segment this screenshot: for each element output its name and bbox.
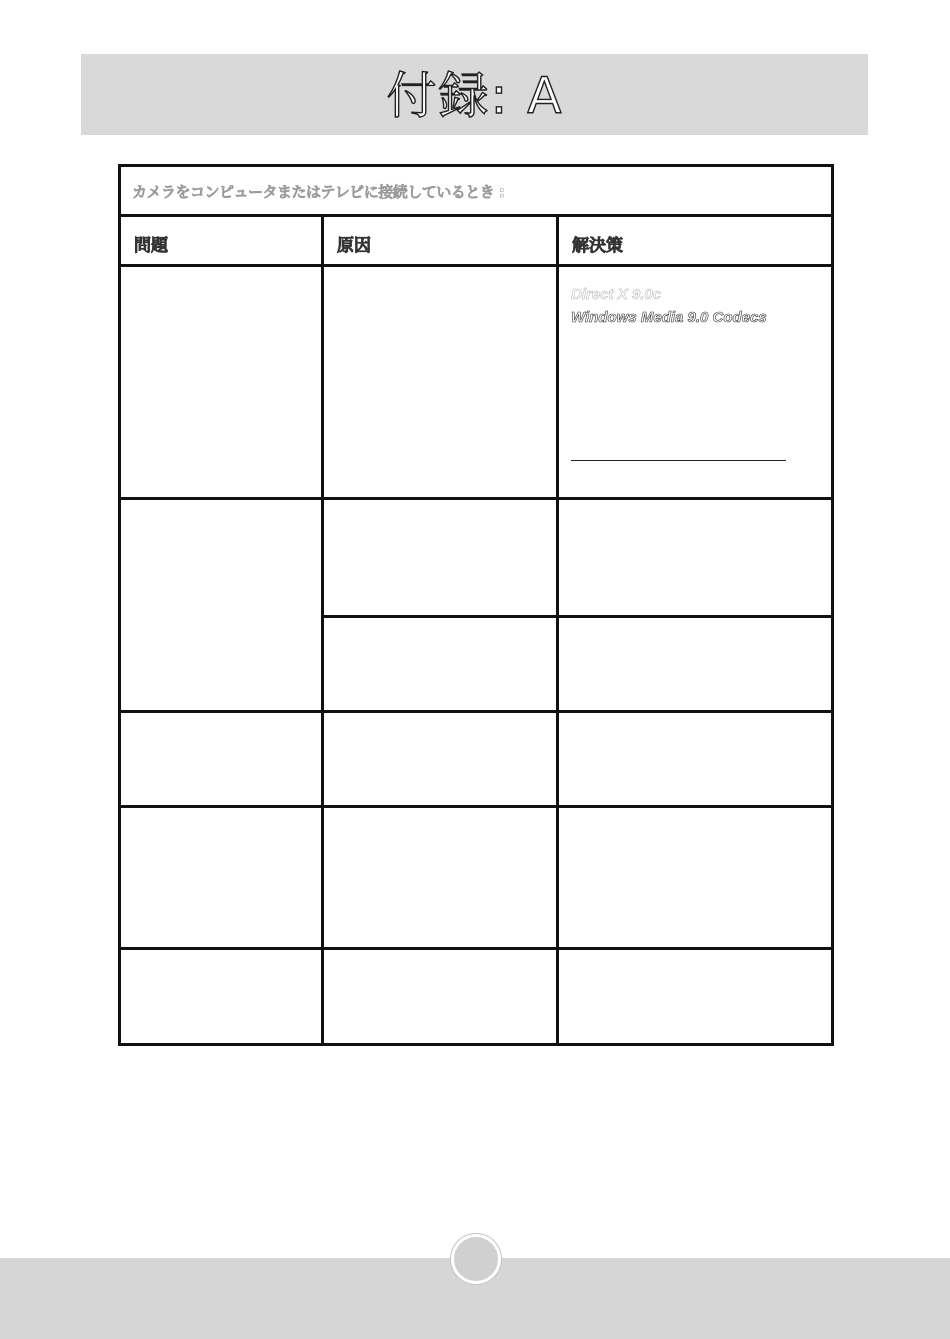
table-caption-cell (120, 166, 833, 216)
problem-cell (120, 499, 323, 712)
cause-cell (323, 617, 558, 712)
solution-cell (558, 266, 833, 499)
solution-cell (558, 617, 833, 712)
column-header-solution: 解決策 (572, 236, 623, 256)
solution-codecs-text: Windows Media 9.0 Codecs (571, 309, 767, 326)
cause-cell (323, 712, 558, 807)
table-row (120, 712, 833, 807)
solution-directx-text: Direct X 9.0c (571, 286, 662, 303)
page-title: 付録: A (386, 67, 564, 125)
table-row (120, 807, 833, 949)
solution-cell (558, 949, 833, 1045)
cause-cell (323, 949, 558, 1045)
link-underline (571, 460, 786, 461)
column-header-cause: 原因 (337, 236, 371, 256)
solution-cell (558, 807, 833, 949)
problem-cell (120, 807, 323, 949)
problem-cell (120, 949, 323, 1045)
problem-cell (120, 266, 323, 499)
page-number-badge (451, 1234, 501, 1284)
cause-cell (323, 499, 558, 617)
solution-cell (558, 499, 833, 617)
cause-cell (323, 266, 558, 499)
cause-cell (323, 807, 558, 949)
column-header-cell (120, 216, 323, 266)
table-header-row (120, 216, 833, 266)
column-header-cell (558, 216, 833, 266)
table-row (120, 499, 833, 617)
solution-cell (558, 712, 833, 807)
table-row (120, 266, 833, 499)
troubleshooting-table (118, 164, 834, 1046)
table-caption: カメラをコンピュータまたはテレビに接続しているとき : (132, 183, 505, 201)
column-header-cell (323, 216, 558, 266)
column-header-problem: 問題 (134, 236, 168, 256)
problem-cell (120, 712, 323, 807)
table-row (120, 949, 833, 1045)
